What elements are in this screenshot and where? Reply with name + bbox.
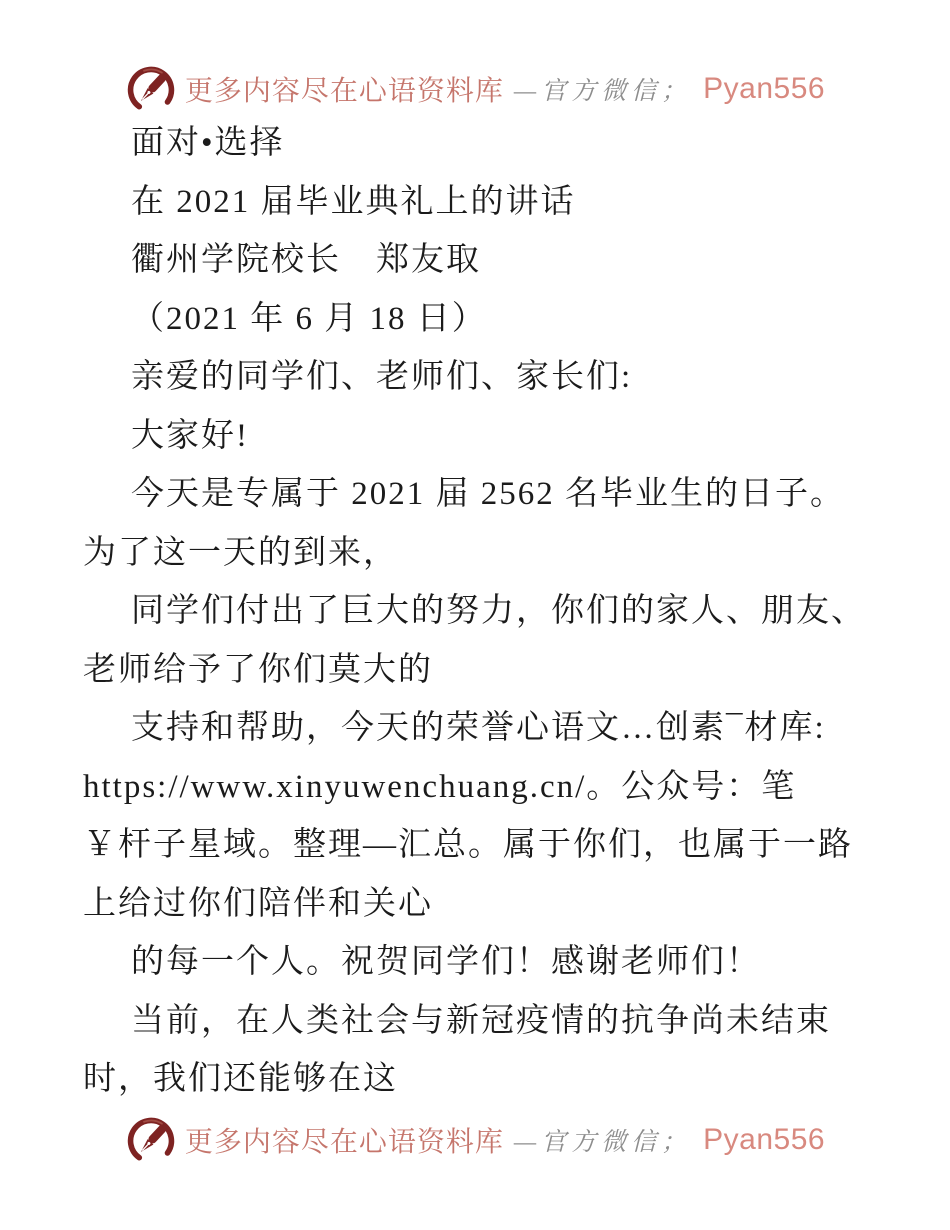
text-line: 老师给予了你们莫大的	[83, 651, 433, 688]
text-line: 大家好!	[131, 417, 249, 454]
text-line: （2021 年 6 月 18 日）	[131, 300, 487, 337]
text-line: 当前，在人类社会与新冠疫情的抗争尚未结束	[131, 1002, 831, 1039]
text-line: 面对•选择	[131, 125, 285, 161]
text-line: https://www.xinyuwenchuang.cn/。公众号：笔	[83, 768, 797, 805]
document-body	[83, 114, 895, 1109]
text-line: 上给过你们陪伴和关心	[83, 885, 433, 922]
pen-swirl-logo-icon	[125, 62, 177, 116]
watermark-wechat-id: Pyan556	[703, 72, 826, 105]
header-watermark	[0, 62, 950, 116]
watermark-wechat-id: Pyan556	[703, 1123, 826, 1156]
watermark-wechat-label: —官方微信；	[513, 1129, 692, 1156]
text-line: 的每一个人。祝贺同学们！感谢老师们！	[131, 944, 761, 980]
pen-swirl-logo-icon	[125, 1113, 177, 1167]
text-line: 今天是专属于 2021 届 2562 名毕业生的日子。	[131, 476, 845, 512]
text-line: 支持和帮助，今天的荣誉心语文…创素¯材库:	[131, 710, 826, 746]
text-line: 衢州学院校长 郑友取	[131, 242, 481, 278]
footer-watermark	[0, 1113, 950, 1167]
watermark-site-text: 更多内容尽在心语资料库	[184, 1127, 504, 1158]
text-line: 同学们付出了巨大的努力，你们的家人、朋友、	[131, 593, 866, 629]
text-line: 在 2021 届毕业典礼上的讲话	[131, 183, 576, 220]
watermark-site-text: 更多内容尽在心语资料库	[184, 76, 504, 107]
text-line: ￥杆子星域。整理—汇总。属于你们，也属于一路	[83, 827, 853, 863]
text-line: 亲爱的同学们、老师们、家长们:	[131, 359, 633, 395]
watermark-wechat-label: —官方微信；	[513, 78, 692, 105]
text-line: 为了这一天的到来，	[83, 534, 398, 571]
text-line: 时，我们还能够在这	[83, 1061, 398, 1097]
